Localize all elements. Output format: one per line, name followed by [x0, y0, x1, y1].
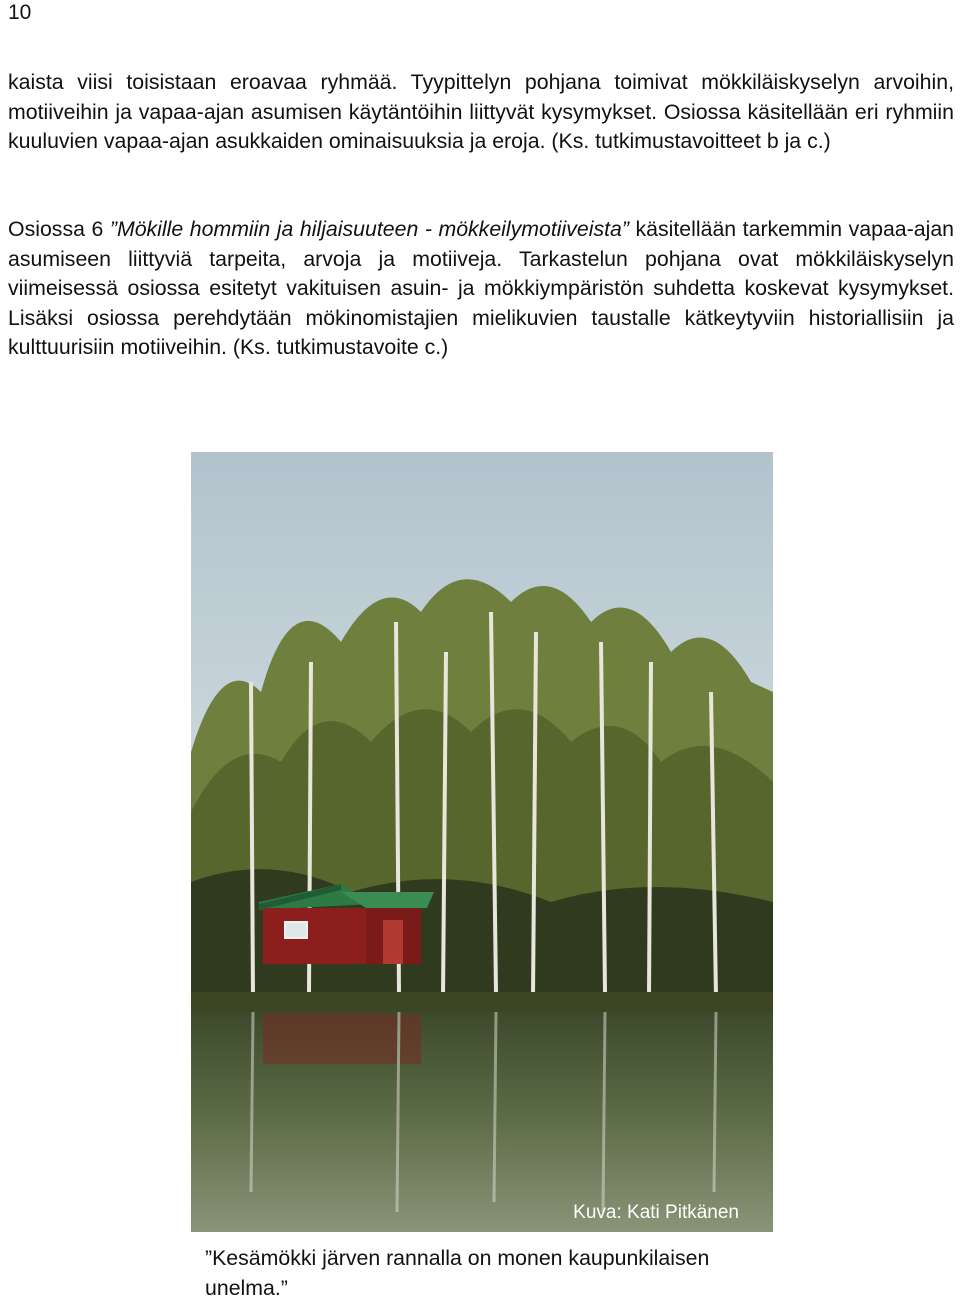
photo-caption: ”Kesämökki järven rannalla on monen kaupunkilaisen unelma.”	[205, 1246, 710, 1300]
photo-credit: Kuva: Kati Pitkänen	[573, 1202, 739, 1223]
cabin-lake-photo	[191, 452, 773, 1232]
paragraph-2-body: käsitellään tarkemmin vapaa-ajan asumiseen liittyviä tarpeita, arvoja ja motiiveja. Tarkastelun pohjana ovat mökkiläiskyselyn viimeisessä osiossa esitetyt vakituisen asuin- ja mökkiympäristön suhdetta koskevat kysymykset. Lisäksi osiossa perehdytään mökinomistajien mielikuvien taustalle kätkeytyviin historiallisiin ja kulttuurisiin motiiveihin. (Ks. tutkimustavoite c.)	[8, 217, 955, 359]
body-paragraph-1: kaista viisi toisistaan eroavaa ryhmää. Tyypittelyn pohjana toimivat mökkiläiskyselyn arvoihin, motiiveihin ja vapaa-ajan asumisen käytäntöihin liittyvät kysymykset. Osiossa käsitellään eri ryhmiin kuuluvien vapaa-ajan asukkaiden ominaisuuksia ja eroja. (Ks. tutkimustavoitteet b ja c.)	[8, 70, 954, 153]
paragraph-2-section-title: ”Mökille hommiin ja hiljaisuuteen - mökkeilymotiiveista”	[109, 217, 629, 241]
paragraph-2-prefix: Osiossa 6	[8, 217, 110, 241]
page-number: 10	[8, 1, 32, 24]
photo-illustration	[191, 452, 773, 1232]
shoreline	[191, 992, 773, 1012]
body-paragraph-2	[8, 215, 954, 363]
